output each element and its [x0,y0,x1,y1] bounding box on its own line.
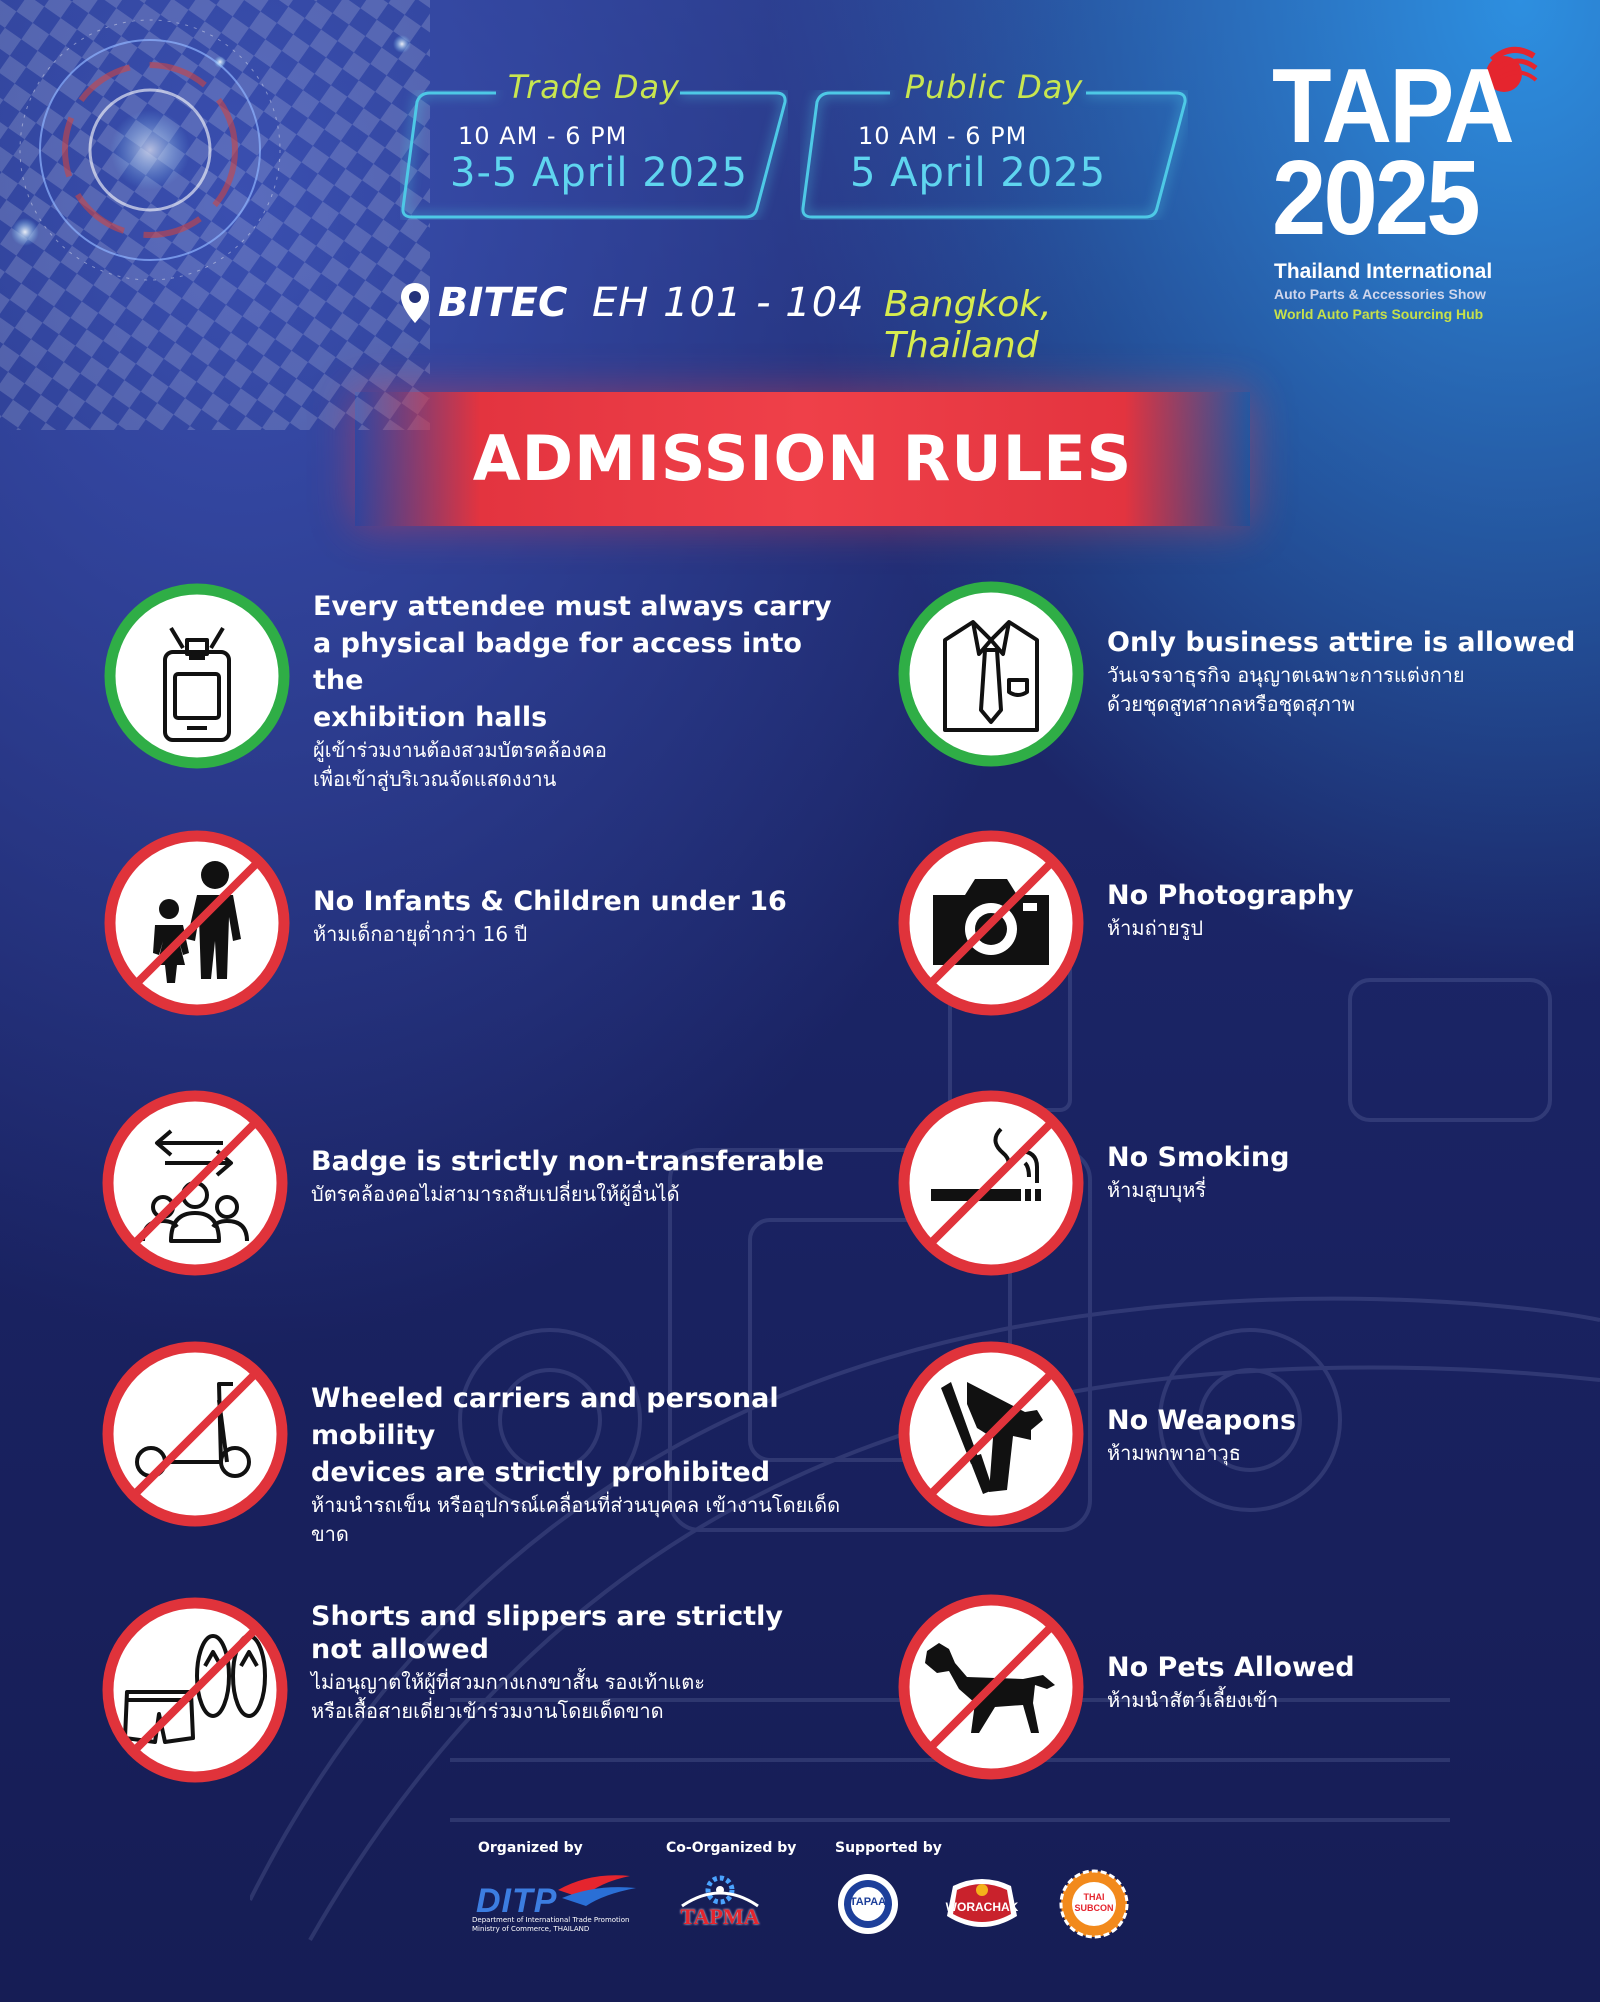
rule-attire-th-1: วันเจรจาธุรกิจ อนุญาตเฉพาะการแต่งกาย [1107,663,1465,687]
rule-shorts-th-2: หรือเสื้อสายเดี่ยวเข้าร่วมงานโดยเด็ดขาด [311,1699,664,1723]
rule-transfer-th-1: บัตรคล้องคอไม่สามารถสับเปลี่ยนให้ผู้อื่นได้ [311,1182,680,1206]
rule-smoking-th-1: ห้ามสูบบุหรี่ [1107,1178,1207,1202]
rule-photography-en-1: No Photography [1107,880,1354,911]
logo-line-3: World Auto Parts Sourcing Hub [1274,306,1484,322]
public-day-box [800,68,1188,220]
rule-badge-en-3: exhibition halls [313,702,548,733]
map-pin-icon [400,282,430,324]
rule-badge-th-1: ผู้เข้าร่วมงานต้องสวมบัตรคล้องคอ [313,738,607,762]
rule-children-en-1: No Infants & Children under 16 [313,886,787,917]
rule-wheels-en-2: devices are strictly prohibited [311,1457,771,1488]
banner-title: ADMISSION RULES [472,422,1133,495]
rule-attire [897,580,1600,780]
rule-weapons-en-1: No Weapons [1107,1405,1297,1436]
rule-transfer [101,1089,825,1289]
knife-gun-icon [897,1340,1085,1528]
logo-year-text: 2025 [1272,139,1478,257]
tapaa-name: TAPAA [849,1896,887,1908]
camera-icon [897,829,1085,1017]
rule-shorts-en-1: Shorts and slippers are strictly [311,1601,783,1632]
rule-badge-th-2: เพื่อเข้าสู่บริเวณจัดแสดงงาน [313,767,557,791]
rule-smoking [897,1089,1600,1289]
venue-name: BITEC [438,280,568,326]
rule-weapons-th-1: ห้ามพกพาอาวุธ [1107,1441,1241,1465]
thai-subcon-logo [1058,1868,1130,1940]
rule-shorts [101,1596,821,1796]
tapaa-logo [836,1872,900,1936]
badge-icon [103,582,291,770]
rule-photography-th-1: ห้ามถ่ายรูป [1107,916,1204,940]
ditp-name: DITP [476,1882,558,1920]
hall-number: EH 101 - 104 [592,280,865,326]
tapma-name: TAPMA [680,1904,760,1929]
rule-children-th-1: ห้ามเด็กอายุต่ำกว่า 16 ปี [313,922,528,946]
dog-icon [897,1593,1085,1781]
rule-wheels-en-1: Wheeled carriers and personal mobility [311,1383,779,1451]
rule-wheels [101,1340,841,1546]
shirt-tie-icon [897,580,1085,768]
admission-rules-banner [355,392,1250,526]
supported-by-label: Supported by [835,1840,942,1856]
public-day-time: 10 AM - 6 PM [858,122,1028,150]
trade-day-date: 3-5 April 2025 [450,150,748,196]
rule-pets [897,1593,1600,1793]
rule-attire-en-1: Only business attire is allowed [1107,627,1576,658]
thai-subcon-line2: SUBCON [1074,1903,1114,1913]
co-organized-by-label: Co-Organized by [666,1840,797,1856]
rule-pets-en-1: No Pets Allowed [1107,1652,1355,1683]
rule-transfer-en-1: Badge is strictly non-transferable [311,1146,825,1177]
trade-day-time: 10 AM - 6 PM [458,122,628,150]
rule-badge-en-2: a physical badge for access into the [313,628,802,696]
scooter-icon [101,1340,289,1528]
rule-badge-en-1: Every attendee must always carry [313,591,832,622]
worachak-logo [943,1876,1021,1932]
trade-day-box [400,68,788,220]
thai-subcon-line1: THAI [1083,1892,1105,1902]
worachak-name: WORACHAK [945,1900,1019,1914]
ditp-sub1: Department of International Trade Promotion [472,1916,630,1924]
rule-photography [897,829,1600,1029]
ditp-logo [470,1868,640,1934]
public-day-title: Public Day [904,68,1084,106]
rule-pets-th-1: ห้ามนำสัตว์เลี้ยงเข้า [1107,1688,1279,1712]
tapma-logo [672,1872,768,1932]
logo-line-2: Auto Parts & Accessories Show [1274,286,1486,302]
rule-attire-th-2: ด้วยชุดสูทสากลหรือชุดสุภาพ [1107,692,1355,716]
badge-transfer-icon [101,1089,289,1277]
rule-smoking-en-1: No Smoking [1107,1142,1290,1173]
logo-line-1: Thailand International [1274,260,1493,283]
location-line [400,280,1200,366]
rule-children [103,829,823,1029]
cigarette-icon [897,1089,1085,1277]
organized-by-label: Organized by [478,1840,583,1856]
logo-tapa-text: TAPA [1272,47,1512,165]
rule-badge [103,582,832,791]
tapa-logo [1272,42,1542,332]
city-name: Bangkok, Thailand [884,284,1052,366]
tech-circle-decoration [0,0,430,430]
rule-shorts-th-1: ไม่อนุญาตให้ผู้ที่สวมกางเกงขาสั้น รองเท้าแตะ [311,1670,706,1694]
trade-day-title: Trade Day [507,68,681,106]
rule-wheels-th-1: ห้ามนำรถเข็น หรืออุปกรณ์เคลื่อนที่ส่วนบุคคล เข้างานโดยเด็ดขาด [311,1493,841,1546]
ditp-sub2: Ministry of Commerce, THAILAND [472,1925,590,1933]
rule-shorts-en-2: not allowed [311,1634,489,1665]
children-icon [103,829,291,1017]
public-day-date: 5 April 2025 [850,150,1107,196]
rule-weapons [897,1340,1600,1540]
shorts-slippers-icon [101,1596,289,1784]
